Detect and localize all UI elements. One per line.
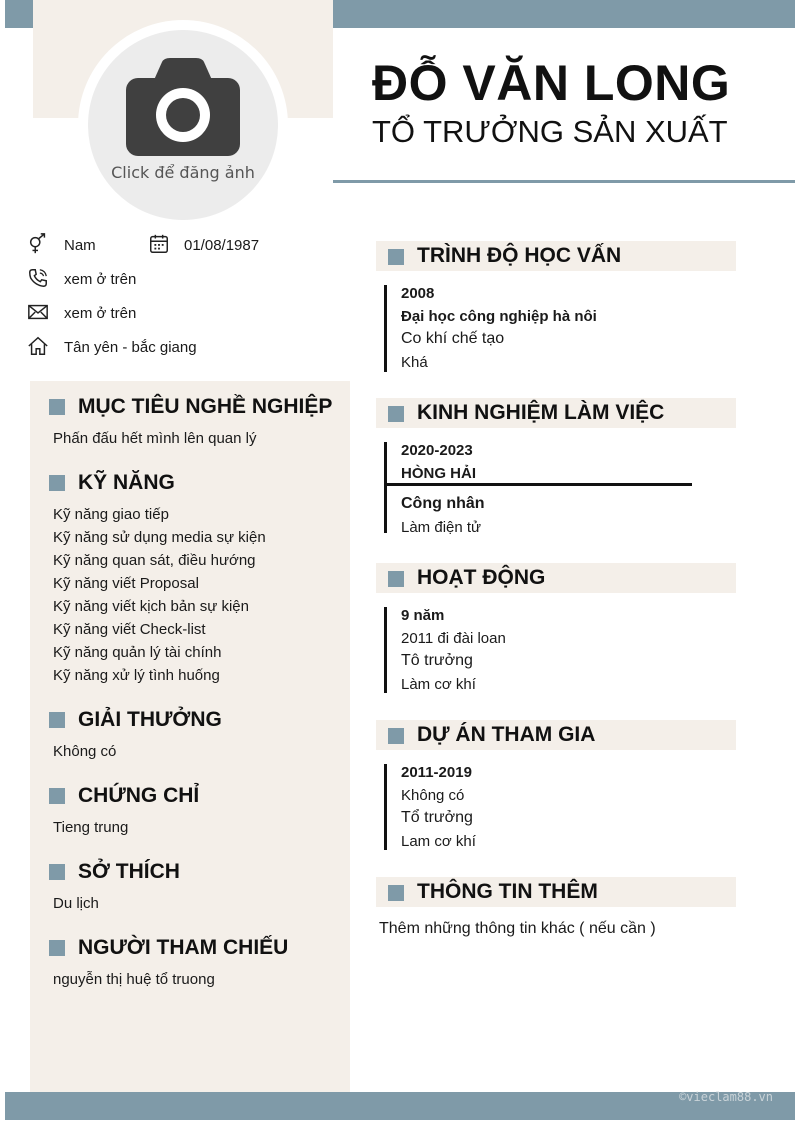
section-marker [49,399,65,415]
timeline-line [384,607,387,693]
gender-icon [27,233,49,255]
skill-item: Kỹ năng quan sát, điều hướng [53,552,256,569]
phone-icon [27,267,49,289]
timeline-line [384,442,387,533]
experience-description: Làm điện tử [401,519,482,536]
experience-title: KINH NGHIỆM LÀM VIỆC [417,401,665,424]
additional-text: Thêm những thông tin khác ( nếu cần ) [379,920,656,937]
experience-company: HÒNG HẢI [401,465,476,482]
education-year: 2008 [401,285,435,302]
section-marker [388,249,404,265]
section-marker [388,571,404,587]
certificates-text: Tieng trung [53,819,129,836]
skill-item: Kỹ năng quản lý tài chính [53,644,222,661]
references-title: NGƯỜI THAM CHIẾU [78,936,289,959]
home-icon [27,335,49,357]
education-grade: Khá [401,354,428,371]
section-marker [49,864,65,880]
section-marker [388,885,404,901]
education-header [376,241,736,271]
section-marker [49,788,65,804]
certificates-title: CHỨNG CHỈ [78,784,200,807]
additional-header [376,877,736,907]
skill-item: Kỹ năng xử lý tình huống [53,667,220,684]
projects-description: Lam cơ khí [401,833,476,850]
projects-role: Tổ trưởng [401,809,473,826]
section-marker [49,940,65,956]
camera-icon[interactable] [126,58,240,156]
hobbies-title: SỞ THÍCH [78,860,180,883]
objective-title: MỤC TIÊU NGHỀ NGHIỆP [78,395,333,418]
projects-period: 2011-2019 [401,764,472,781]
activities-title: HOẠT ĐỘNG [417,566,546,589]
education-title: TRÌNH ĐỘ HỌC VẤN [417,244,622,267]
additional-title: THÔNG TIN THÊM [417,880,598,903]
watermark: ©vieclam88.vn [679,1090,773,1104]
address-value: Tân yên - bắc giang [64,339,197,356]
phone-value: xem ở trên [64,271,137,288]
email-value: xem ở trên [64,305,137,322]
avatar-upload-caption[interactable]: Click để đăng ảnh [111,163,255,182]
activities-header [376,563,736,593]
skill-item: Kỹ năng viết Check-list [53,621,206,638]
education-school: Đại học công nghiệp hà nôi [401,308,597,325]
hobbies-text: Du lịch [53,895,99,912]
experience-period: 2020-2023 [401,442,473,459]
skill-item: Kỹ năng sử dụng media sự kiện [53,529,266,546]
skill-item: Kỹ năng giao tiếp [53,506,169,523]
calendar-icon [148,233,170,255]
skill-item: Kỹ năng viết kịch bản sự kiện [53,598,249,615]
bottom-accent-band [5,1092,795,1120]
section-marker [388,728,404,744]
experience-position: Công nhân [401,495,485,512]
experience-divider [384,483,692,486]
projects-title: DỰ ÁN THAM GIA [417,723,596,746]
activities-role: Tô trưởng [401,652,473,669]
projects-name: Không có [401,787,465,804]
job-title: TỔ TRƯỞNG SẢN XUẤT [372,114,728,149]
section-marker [388,406,404,422]
education-major: Co khí chế tạo [401,330,505,347]
objective-text: Phấn đấu hết mình lên quan lý [53,430,257,447]
candidate-name: ĐỖ VĂN LONG [372,55,731,111]
experience-header [376,398,736,428]
email-icon [27,301,49,323]
timeline-line [384,285,387,372]
awards-text: Không có [53,743,117,760]
gender-value: Nam [64,237,96,254]
timeline-line [384,764,387,850]
birthdate-value: 01/08/1987 [184,237,260,254]
awards-title: GIẢI THƯỞNG [78,708,222,731]
projects-header [376,720,736,750]
activities-duration: 9 năm [401,607,445,624]
header-divider [333,180,795,183]
section-marker [49,712,65,728]
activities-detail: 2011 đi đài loan [401,630,506,647]
section-marker [49,475,65,491]
skills-title: KỸ NĂNG [78,471,175,494]
skill-item: Kỹ năng viết Proposal [53,575,199,592]
references-text: nguyễn thị huệ tổ truong [53,971,215,988]
activities-description: Làm cơ khí [401,676,476,693]
